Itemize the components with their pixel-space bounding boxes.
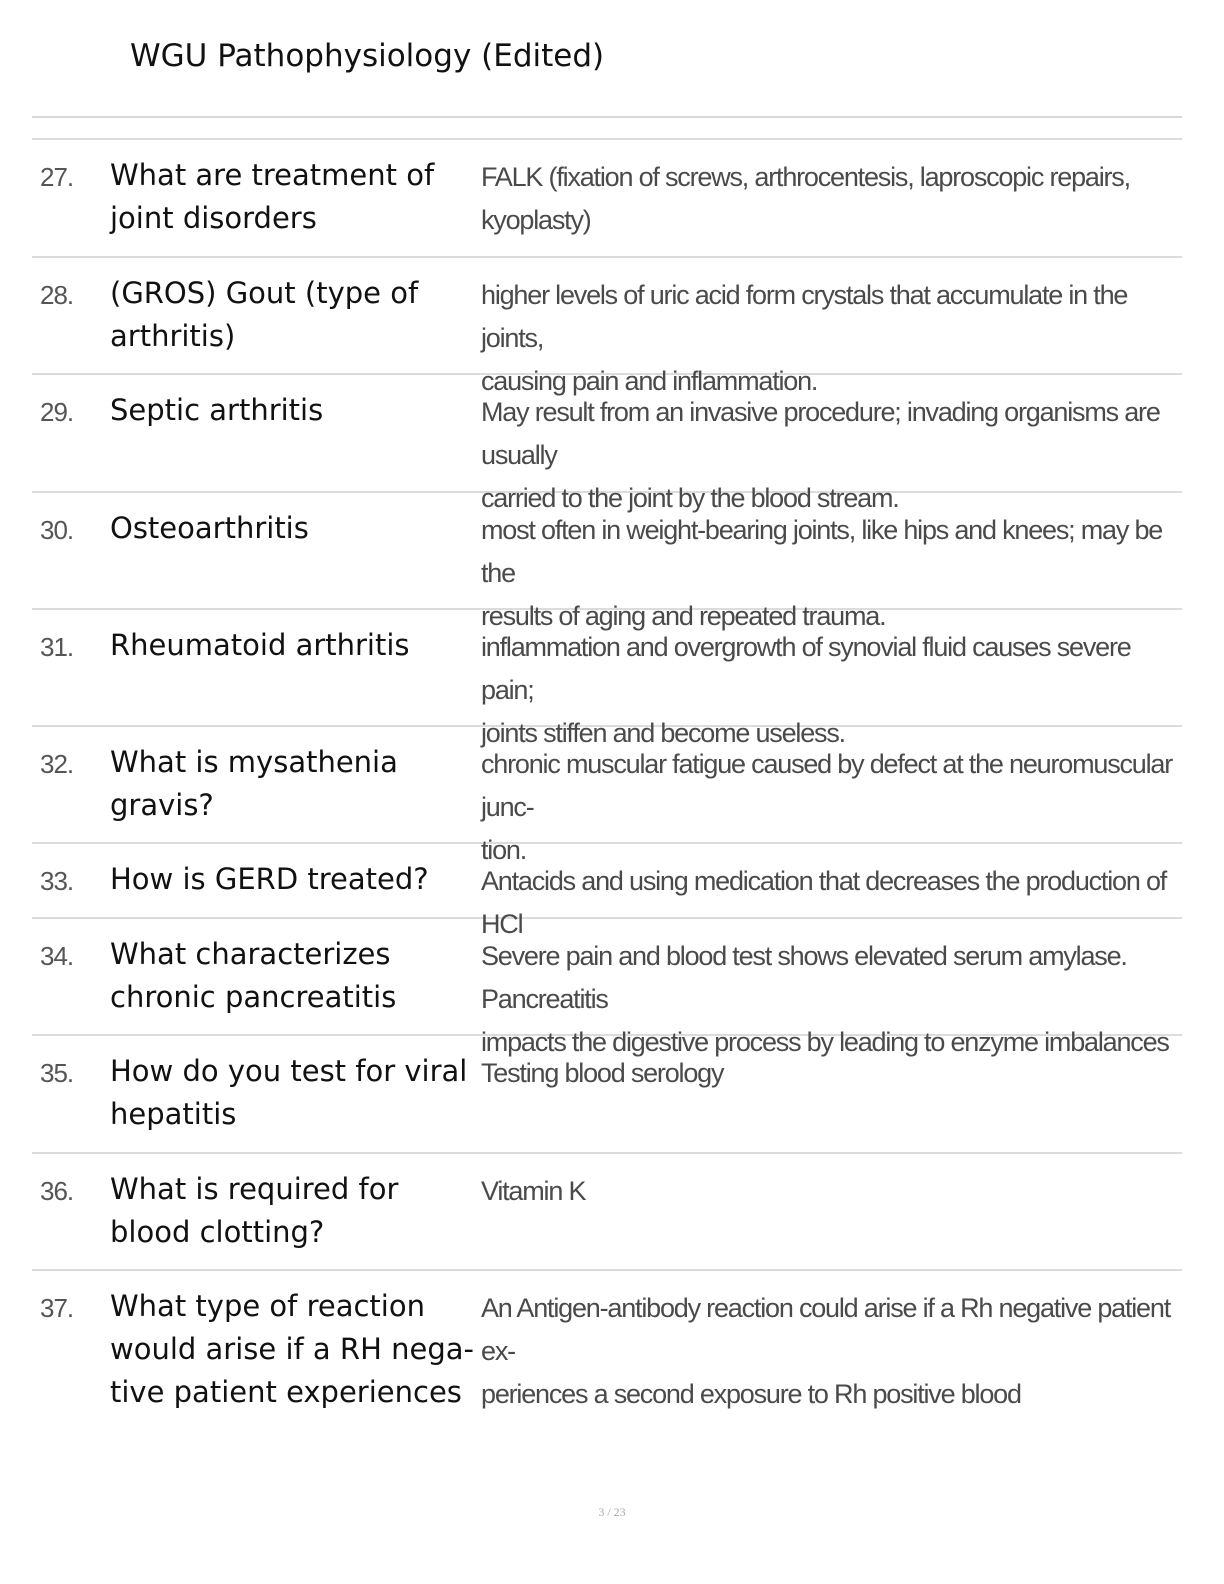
flashcard-row [32,493,1182,631]
flashcard-row [32,727,1182,865]
card-number: 32. [40,749,74,779]
card-number: 34. [40,941,74,971]
card-definition: most often in weight-bearing joints, like hips and knees; may be the results of aging and repeated trauma. [481,515,1163,631]
card-term: How is GERD treated? [110,862,429,896]
card-definition: higher levels of uric acid form crystals that accumulate in the joints, causing pain and inflammation. [481,280,1128,396]
document-title: WGU Pathophysiology (Edited) [130,38,605,74]
flashcard-row [32,258,1182,396]
flashcard-row [32,1036,1182,1154]
flashcard-row [32,919,1182,1057]
card-term: Osteoarthritis [110,511,309,545]
flashcard-row [32,1271,1182,1431]
card-definition: May result from an invasive procedure; invading organisms are usually carried to the joint by the blood stream. [481,397,1160,513]
card-number: 36. [40,1176,74,1206]
card-term: Rheumatoid arthritis [110,628,410,662]
card-term: What is mysathenia gravis? [110,745,398,822]
card-term: What characterizes chronic pancreatitis [110,937,397,1014]
card-definition: An Antigen-antibody reaction could arise if a Rh negative patient ex- periences a second exposure to Rh positive blood [481,1293,1170,1409]
card-number: 33. [40,866,74,896]
card-definition: inflammation and overgrowth of synovial fluid causes severe pain; joints stiffen and become useless. [481,632,1131,748]
card-definition: Antacids and using medication that decreases the production of HCl [481,866,1167,939]
card-number: 27. [40,162,74,192]
card-number: 31. [40,632,74,662]
card-number: 35. [40,1058,74,1088]
page-indicator: 3 / 23 [598,1505,626,1519]
card-definition: Vitamin K [481,1176,586,1206]
card-definition: FALK (fixation of screws, arthrocentesis, laproscopic repairs, kyoplasty) [481,162,1130,235]
flashcard-row [32,844,1182,939]
flashcard-row [32,375,1182,513]
card-term: How do you test for viral hepatitis [110,1054,468,1131]
card-number: 28. [40,280,74,310]
flashcard-list [32,138,1182,1431]
card-term: What are treatment of joint disorders [110,158,435,235]
card-number: 30. [40,515,74,545]
flashcard-row [32,610,1182,748]
card-term: (GROS) Gout (type of arthritis) [110,276,419,353]
card-definition: Severe pain and blood test shows elevated serum amylase. Pancreatitis impacts the digestive process by leading to enzyme imbalances [481,941,1169,1057]
card-definition: chronic muscular fatigue caused by defect at the neuromuscular junc- tion. [481,749,1173,865]
header-divider [32,116,1182,118]
flashcard-row [32,1154,1182,1271]
card-term: What type of reaction would arise if a RH nega- tive patient experiences [110,1289,474,1409]
card-definition: Testing blood serology [481,1058,724,1088]
card-term: What is required for blood clotting? [110,1172,399,1249]
card-number: 37. [40,1293,74,1323]
card-number: 29. [40,397,74,427]
flashcard-row [32,140,1182,258]
card-term: Septic arthritis [110,393,324,427]
